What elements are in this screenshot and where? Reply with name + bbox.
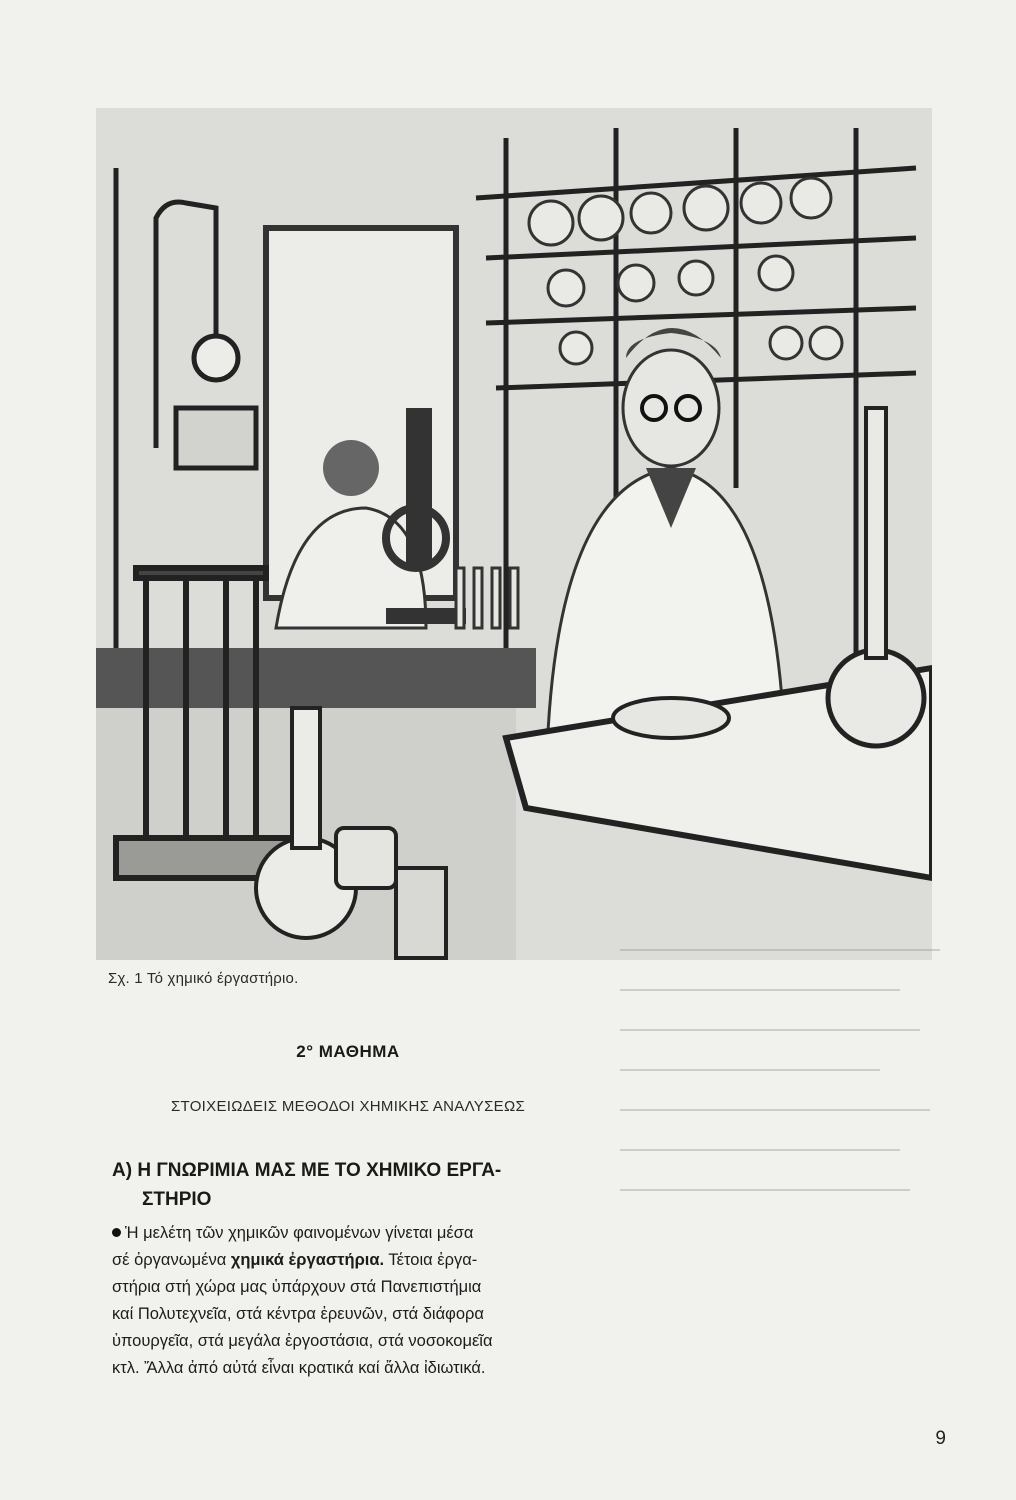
page-number: 9 [935, 1428, 946, 1449]
section-heading-line-1: Α) Η ΓΝΩΡΙΜΙΑ ΜΑΣ ΜΕ ΤΟ ΧΗΜΙΚΟ ΕΡΓΑ- [112, 1160, 502, 1181]
body-line-text: Τέτοια ἐργα- [384, 1251, 478, 1269]
body-line: καί Πολυτεχνεῖα, στά κέντρα ἐρευνῶν, στά διάφορα [112, 1305, 484, 1323]
body-line [112, 1247, 598, 1274]
chemistry-lab-illustration [96, 108, 932, 960]
body-paragraph [112, 1220, 598, 1382]
body-line: κτλ. Ἄλλα ἀπό αὐτά εἶναι κρατικά καί ἄλλα ἰδιωτικά. [112, 1359, 486, 1377]
body-line [112, 1220, 598, 1247]
lesson-title: 2° ΜΑΘΗΜΑ [296, 1042, 400, 1061]
emphasized-term: χημικά ἐργαστήρια. [230, 1251, 385, 1269]
show-through-bleed [600, 930, 960, 1260]
section-heading-line-2: ΣΤΗΡΙΟ [142, 1189, 212, 1210]
section-heading [112, 1156, 592, 1214]
lesson-subtitle: ΣΤΟΙΧΕΙΩΔΕΙΣ ΜΕΘΟΔΟΙ ΧΗΜΙΚΗΣ ΑΝΑΛΥΣΕΩΣ [170, 1098, 526, 1115]
figure-caption: Σχ. 1 Τό χημικό έργαστήριο. [108, 970, 299, 987]
body-line-text: σέ ὀργανωμένα [112, 1251, 231, 1269]
lab-drawing [96, 108, 932, 960]
bullet-icon [112, 1228, 121, 1237]
body-line: στήρια στή χώρα μας ὑπάρχουν στά Πανεπιστήμια [112, 1278, 482, 1296]
body-line: ὑπουργεῖα, στά μεγάλα ἐργοστάσια, στά νοσοκομεῖα [112, 1332, 493, 1350]
body-line-text: Ἡ μελέτη τῶν χημικῶν φαινομένων γίνεται μέσα [125, 1224, 474, 1242]
